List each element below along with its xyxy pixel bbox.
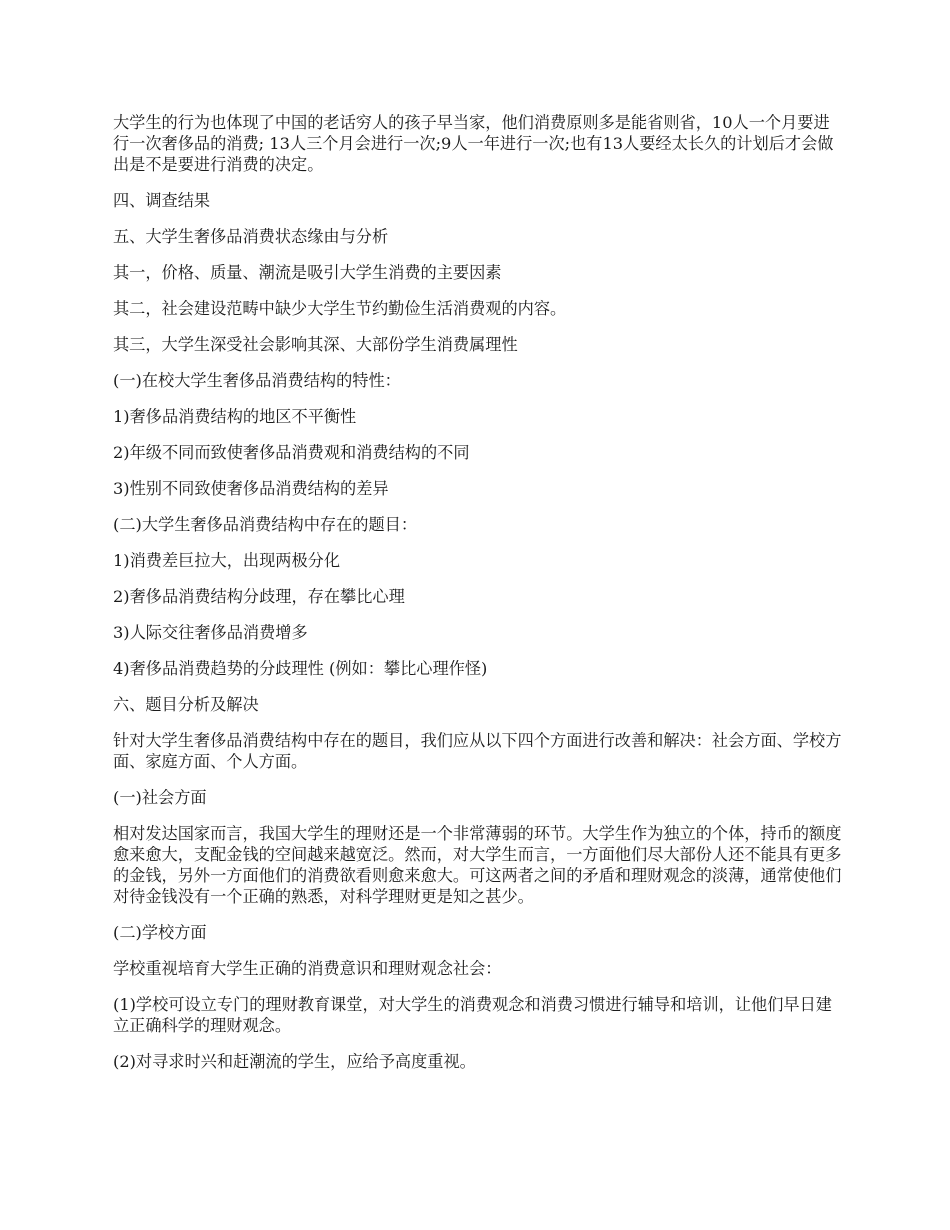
paragraph-intro-solutions: 针对大学生奢侈品消费结构中存在的题目，我们应从以下四个方面进行改善和解决：社会方面、学校方面、家庭方面、个人方面。 — [113, 731, 842, 771]
list-item: 2)年级不同而致使奢侈品消费观和消费结构的不同 — [113, 443, 470, 462]
subheading-characteristics: (一)在校大学生奢侈品消费结构的特性： — [113, 371, 401, 390]
section-heading-4: 四、调查结果 — [113, 191, 211, 210]
paragraph-reason-2: 其二，社会建设范畴中缺少大学生节约勤俭生活消费观的内容。 — [113, 299, 567, 318]
list-item: 1)消费差巨拉大，出现两极分化 — [113, 551, 341, 570]
paragraph-reason-1: 其一，价格、质量、潮流是吸引大学生消费的主要因素 — [113, 263, 502, 282]
list-item: 2)奢侈品消费结构分歧理，存在攀比心理 — [113, 587, 405, 606]
paragraph-reason-3: 其三，大学生深受社会影响其深、大部份学生消费属理性 — [113, 335, 518, 354]
section-heading-5: 五、大学生奢侈品消费状态缘由与分析 — [113, 227, 389, 246]
list-item: 4)奢侈品消费趋势的分歧理性 (例如：攀比心理作怪) — [113, 659, 488, 678]
list-item: (1)学校可设立专门的理财教育课堂，对大学生的消费观念和消费习惯进行辅导和培训，让他们早日建立正确科学的理财观念。 — [113, 995, 832, 1035]
list-item: 1)奢侈品消费结构的地区不平衡性 — [113, 407, 357, 426]
section-heading-6: 六、题目分析及解决 — [113, 695, 259, 714]
list-item: (2)对寻求时兴和赶潮流的学生，应给予高度重视。 — [113, 1052, 476, 1071]
document-body — [113, 112, 843, 1087]
list-item: 3)人际交往奢侈品消费增多 — [113, 623, 308, 642]
subheading-school: (二)学校方面 — [113, 923, 207, 942]
paragraph-school: 学校重视培育大学生正确的消费意识和理财观念社会： — [113, 959, 502, 978]
subheading-problems: (二)大学生奢侈品消费结构中存在的题目： — [113, 515, 418, 534]
paragraph-1: 大学生的行为也体现了中国的老话穷人的孩子早当家，他们消费原则多是能省则省，10人一个月要进行一次奢侈品的消费; 13人三个月会进行一次;9人一年进行一次;也有13人要经太长久的计划后才会做出是不是要进行消费的决定。 — [113, 113, 834, 174]
list-item: 3)性别不同致使奢侈品消费结构的差异 — [113, 479, 389, 498]
paragraph-society: 相对发达国家而言，我国大学生的理财还是一个非常薄弱的环节。大学生作为独立的个体，持币的额度愈来愈大，支配金钱的空间越来越宽泛。然而，对大学生而言，一方面他们尽大部份人还不能具有更多的金钱，另外一方面他们的消费欲看则愈来愈大。可这两者之间的矛盾和理财观念的淡薄，通常使他们对待金钱没有一个正确的熟悉，对科学理财更是知之甚少。 — [113, 824, 842, 906]
subheading-society: (一)社会方面 — [113, 788, 207, 807]
